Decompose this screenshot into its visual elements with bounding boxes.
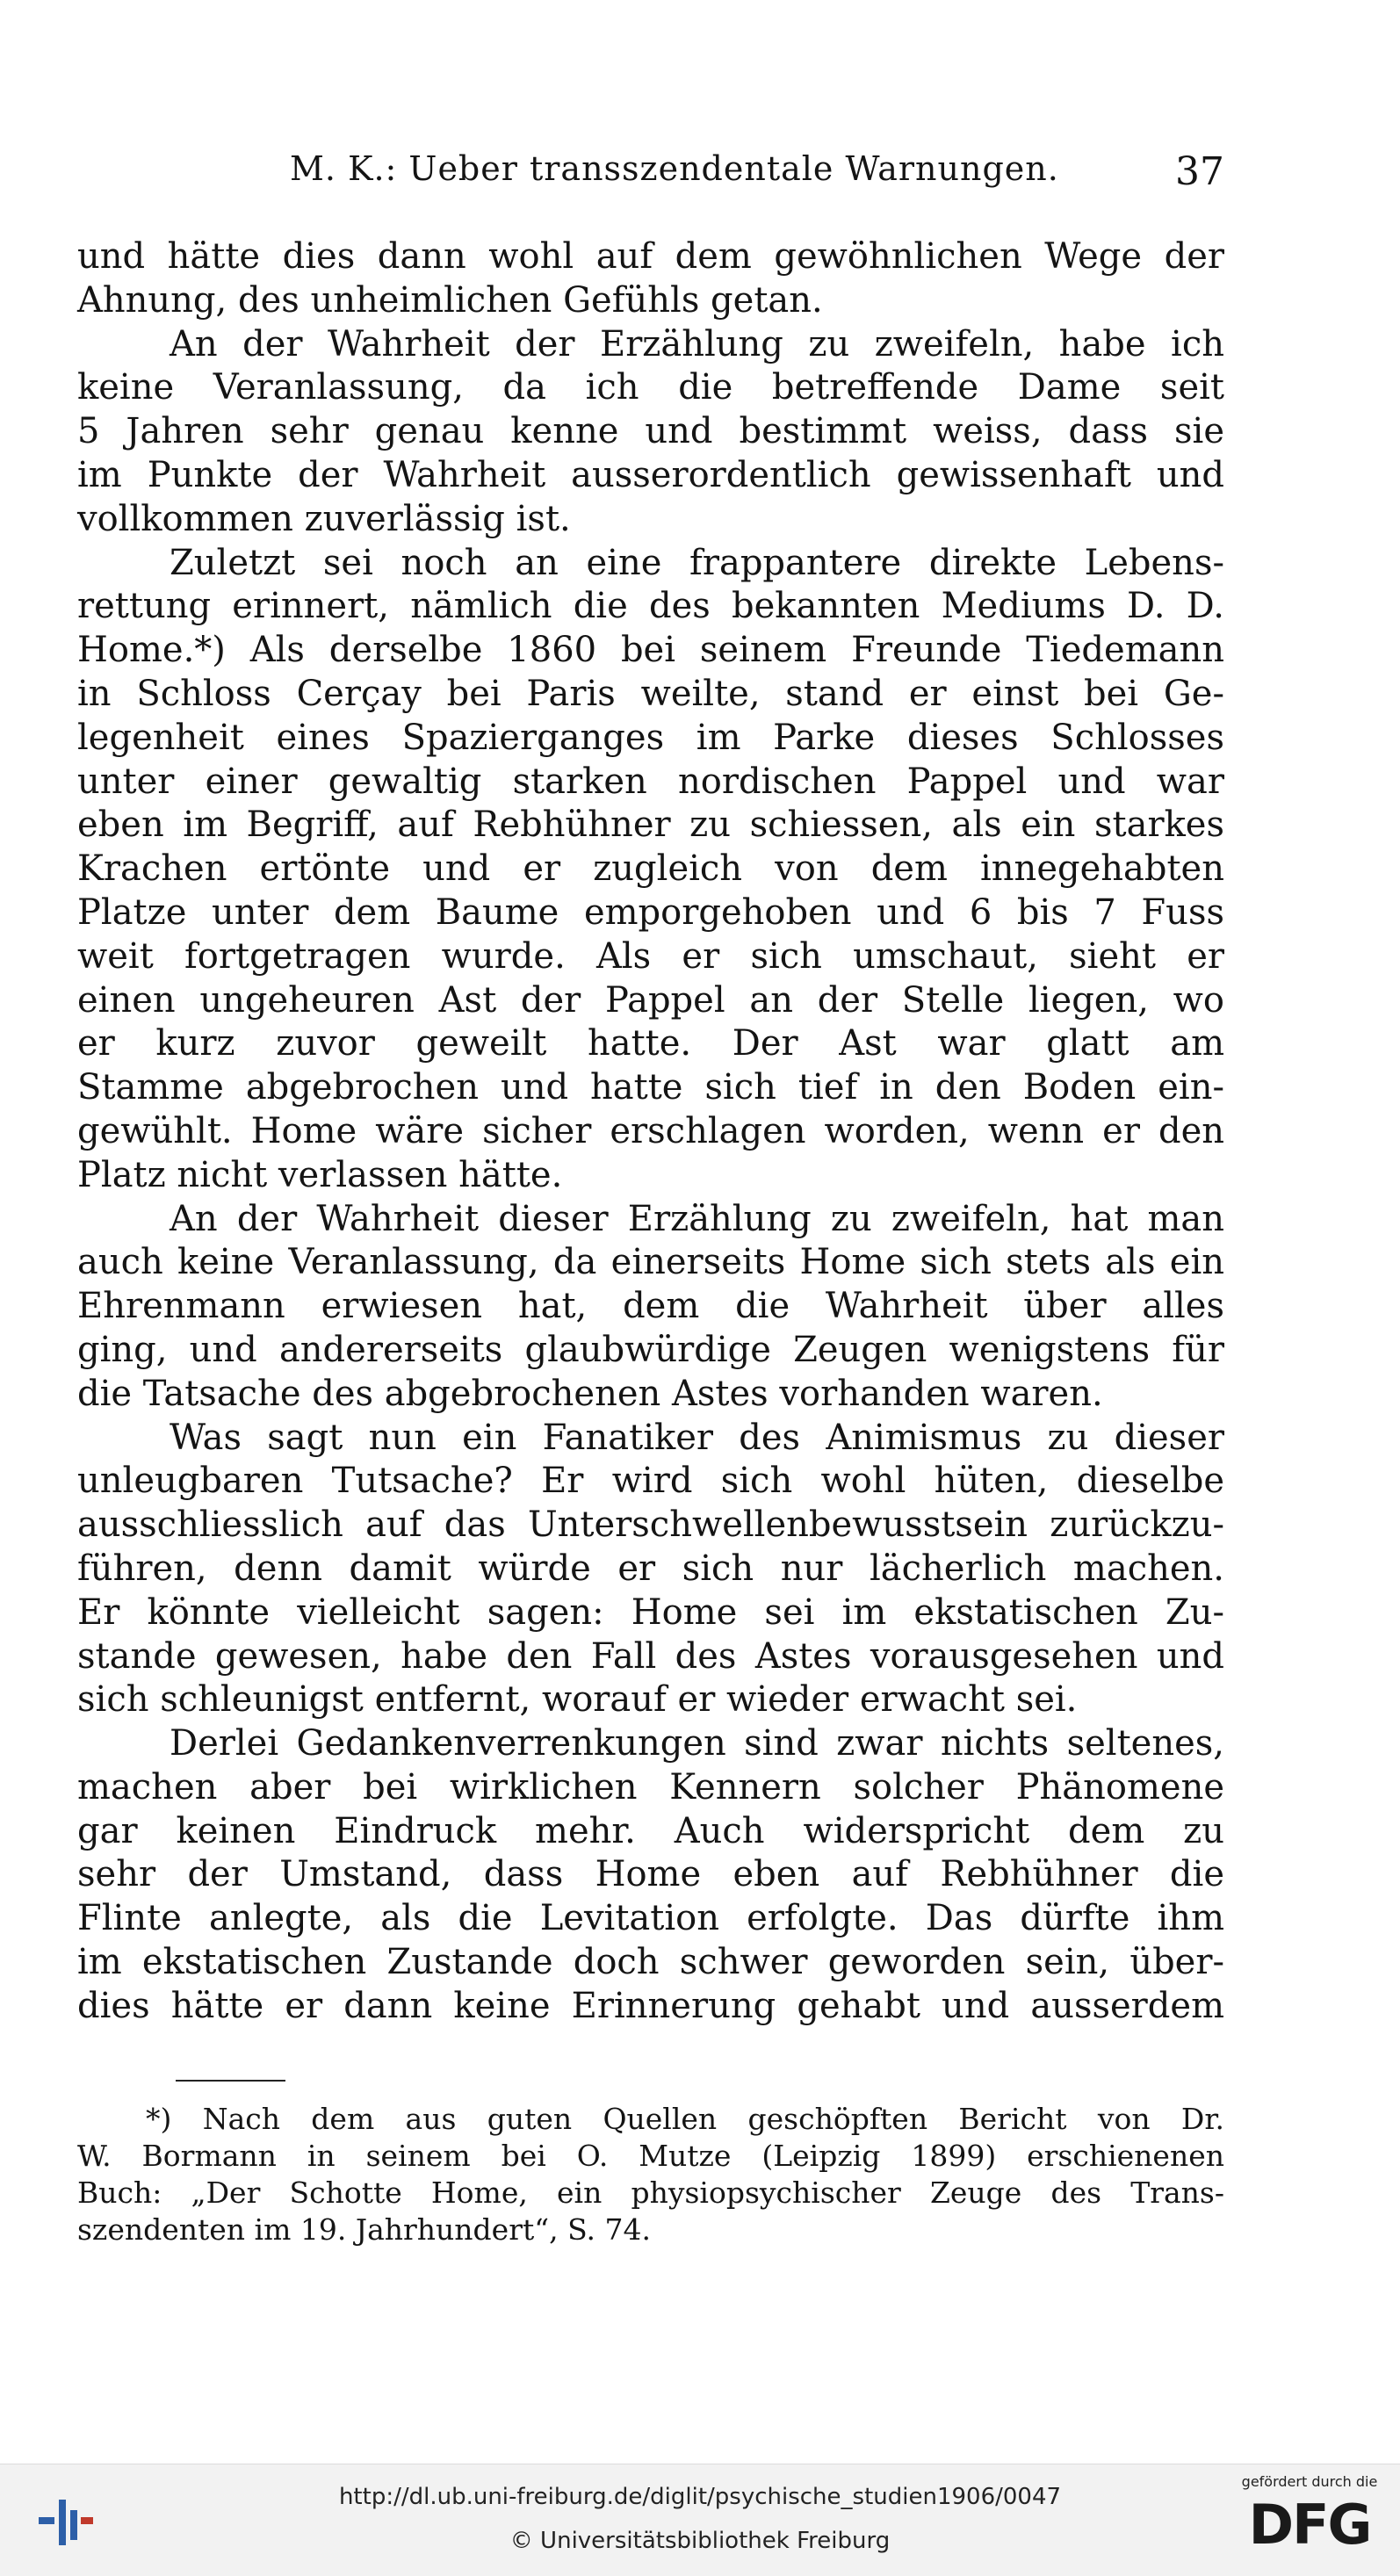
footnotes bbox=[77, 2101, 1224, 2248]
body-text-line: im ekstatischen Zustande doch schwer geworden sein, über- bbox=[77, 1942, 1224, 1983]
footnote-line: szendenten im 19. Jahrhundert“, S. 74. bbox=[77, 2212, 651, 2247]
body-text-line: Was sagt nun ein Fanatiker des Animismus zu dieser bbox=[170, 1417, 1224, 1458]
body-text-line: Platz nicht verlassen hätte. bbox=[77, 1154, 563, 1195]
body-text-line: auch keine Veranlassung, da einerseits Home sich stets als ein bbox=[77, 1242, 1224, 1283]
body-text-line: unter einer gewaltig starken nordischen Pappel und war bbox=[77, 761, 1224, 802]
body-text-line: Krachen ertönte und er zugleich von dem innegehabten bbox=[77, 848, 1224, 890]
footnote-line: W. Bormann in seinem bei O. Mutze (Leipzig 1899) erschienenen bbox=[77, 2139, 1224, 2173]
body-text-line: Zuletzt sei noch an eine frappantere direkte Lebens- bbox=[170, 542, 1224, 583]
body-text-line: dies hätte er dann keine Erinnerung gehabt und ausserdem bbox=[77, 1985, 1224, 2026]
body-text-line: rettung erinnert, nämlich die des bekannten Mediums D. D. bbox=[77, 586, 1224, 627]
body-text-line: Home.*) Als derselbe 1860 bei seinem Freunde Tiedemann bbox=[77, 630, 1224, 671]
body-text bbox=[77, 235, 1224, 2029]
body-text-line: sehr der Umstand, dass Home eben auf Rebhühner die bbox=[77, 1854, 1224, 1895]
body-text-line: Ehrenmann erwiesen hat, dem die Wahrheit über alles bbox=[77, 1286, 1224, 1327]
body-text-line: legenheit eines Spazierganges im Parke dieses Schlosses bbox=[77, 717, 1224, 758]
footnote-divider bbox=[176, 2080, 285, 2082]
body-text-line: führen, denn damit würde er sich nur lächerlich machen. bbox=[77, 1548, 1224, 1589]
body-text-line: stande gewesen, habe den Fall des Astes vorausgesehen und bbox=[77, 1635, 1224, 1677]
footnote-line: *) Nach dem aus guten Quellen geschöpften Bericht von Dr. bbox=[146, 2102, 1224, 2136]
body-text-line: An der Wahrheit dieser Erzählung zu zweifeln, hat man bbox=[170, 1198, 1224, 1239]
dfg-logo-text: DFG bbox=[1248, 2493, 1371, 2557]
body-text-line: gewühlt. Home wäre sicher erschlagen worden, wenn er den bbox=[77, 1110, 1224, 1151]
footnote-line: Buch: „Der Schotte Home, ein physiopsychischer Zeuge des Trans- bbox=[77, 2176, 1224, 2210]
body-text-line: Er könnte vielleicht sagen: Home sei im ekstatischen Zu- bbox=[77, 1591, 1224, 1633]
body-text-line: im Punkte der Wahrheit ausserordentlich gewissenhaft und bbox=[77, 454, 1224, 495]
dfg-caption: gefördert durch die bbox=[1241, 2473, 1378, 2490]
body-text-line: keine Veranlassung, da ich die betreffende Dame seit bbox=[77, 367, 1224, 408]
dfg-sponsor-logo[interactable] bbox=[1234, 2473, 1385, 2568]
body-text-line: er kurz zuvor geweilt hatte. Der Ast war glatt am bbox=[77, 1023, 1224, 1064]
body-text-line: Flinte anlegte, als die Levitation erfolgte. Das dürfte ihm bbox=[77, 1898, 1224, 1939]
body-text-line: Ahnung, des unheimlichen Gefühls getan. bbox=[77, 279, 823, 321]
body-text-line: unleugbaren Tutsache? Er wird sich wohl hüten, dieselbe bbox=[77, 1461, 1224, 1502]
document-url-link[interactable]: http://dl.ub.uni-freiburg.de/diglit/psychische_studien1906/0047 bbox=[338, 2484, 1062, 2510]
body-text-line: machen aber bei wirklichen Kennern solcher Phänomene bbox=[77, 1766, 1224, 1808]
body-text-line: An der Wahrheit der Erzählung zu zweifeln, habe ich bbox=[170, 323, 1224, 364]
body-text-line: ausschliesslich auf das Unterschwellenbewusstsein zurückzu- bbox=[77, 1504, 1224, 1546]
page-number: 37 bbox=[1175, 149, 1224, 194]
body-text-line: und hätte dies dann wohl auf dem gewöhnlichen Wege der bbox=[77, 236, 1224, 277]
body-text-line: 5 Jahren sehr genau kenne und bestimmt weiss, dass sie bbox=[77, 411, 1224, 452]
body-text-line: weit fortgetragen wurde. Als er sich umschaut, sieht er bbox=[77, 935, 1224, 977]
body-text-line: ging, und andererseits glaubwürdige Zeugen wenigstens für bbox=[77, 1329, 1224, 1370]
running-head: M. K.: Ueber transszendentale Warnungen. bbox=[290, 149, 1059, 188]
body-text-line: sich schleunigst entfernt, worauf er wieder erwacht sei. bbox=[77, 1679, 1078, 1721]
body-text-line: Derlei Gedankenverrenkungen sind zwar nichts seltenes, bbox=[170, 1723, 1224, 1764]
body-text-line: Stamme abgebrochen und hatte sich tief in den Boden ein- bbox=[77, 1067, 1224, 1108]
body-text-line: die Tatsache des abgebrochenen Astes vorhanden waren. bbox=[77, 1373, 1103, 1414]
body-text-line: Platze unter dem Baume emporgehoben und 6 bis 7 Fuss bbox=[77, 891, 1224, 933]
copyright-notice: © Universitätsbibliothek Freiburg bbox=[509, 2528, 891, 2554]
body-text-line: in Schloss Cerçay bei Paris weilte, stand er einst bei Ge- bbox=[77, 673, 1224, 714]
body-text-line: eben im Begriff, auf Rebhühner zu schiessen, als ein starkes bbox=[77, 805, 1224, 846]
viewer-footer bbox=[0, 2464, 1400, 2576]
body-text-line: vollkommen zuverlässig ist. bbox=[77, 498, 571, 539]
body-text-line: einen ungeheuren Ast der Pappel an der Stelle liegen, wo bbox=[77, 979, 1224, 1021]
body-text-line: gar keinen Eindruck mehr. Auch widerspricht dem zu bbox=[77, 1810, 1224, 1851]
